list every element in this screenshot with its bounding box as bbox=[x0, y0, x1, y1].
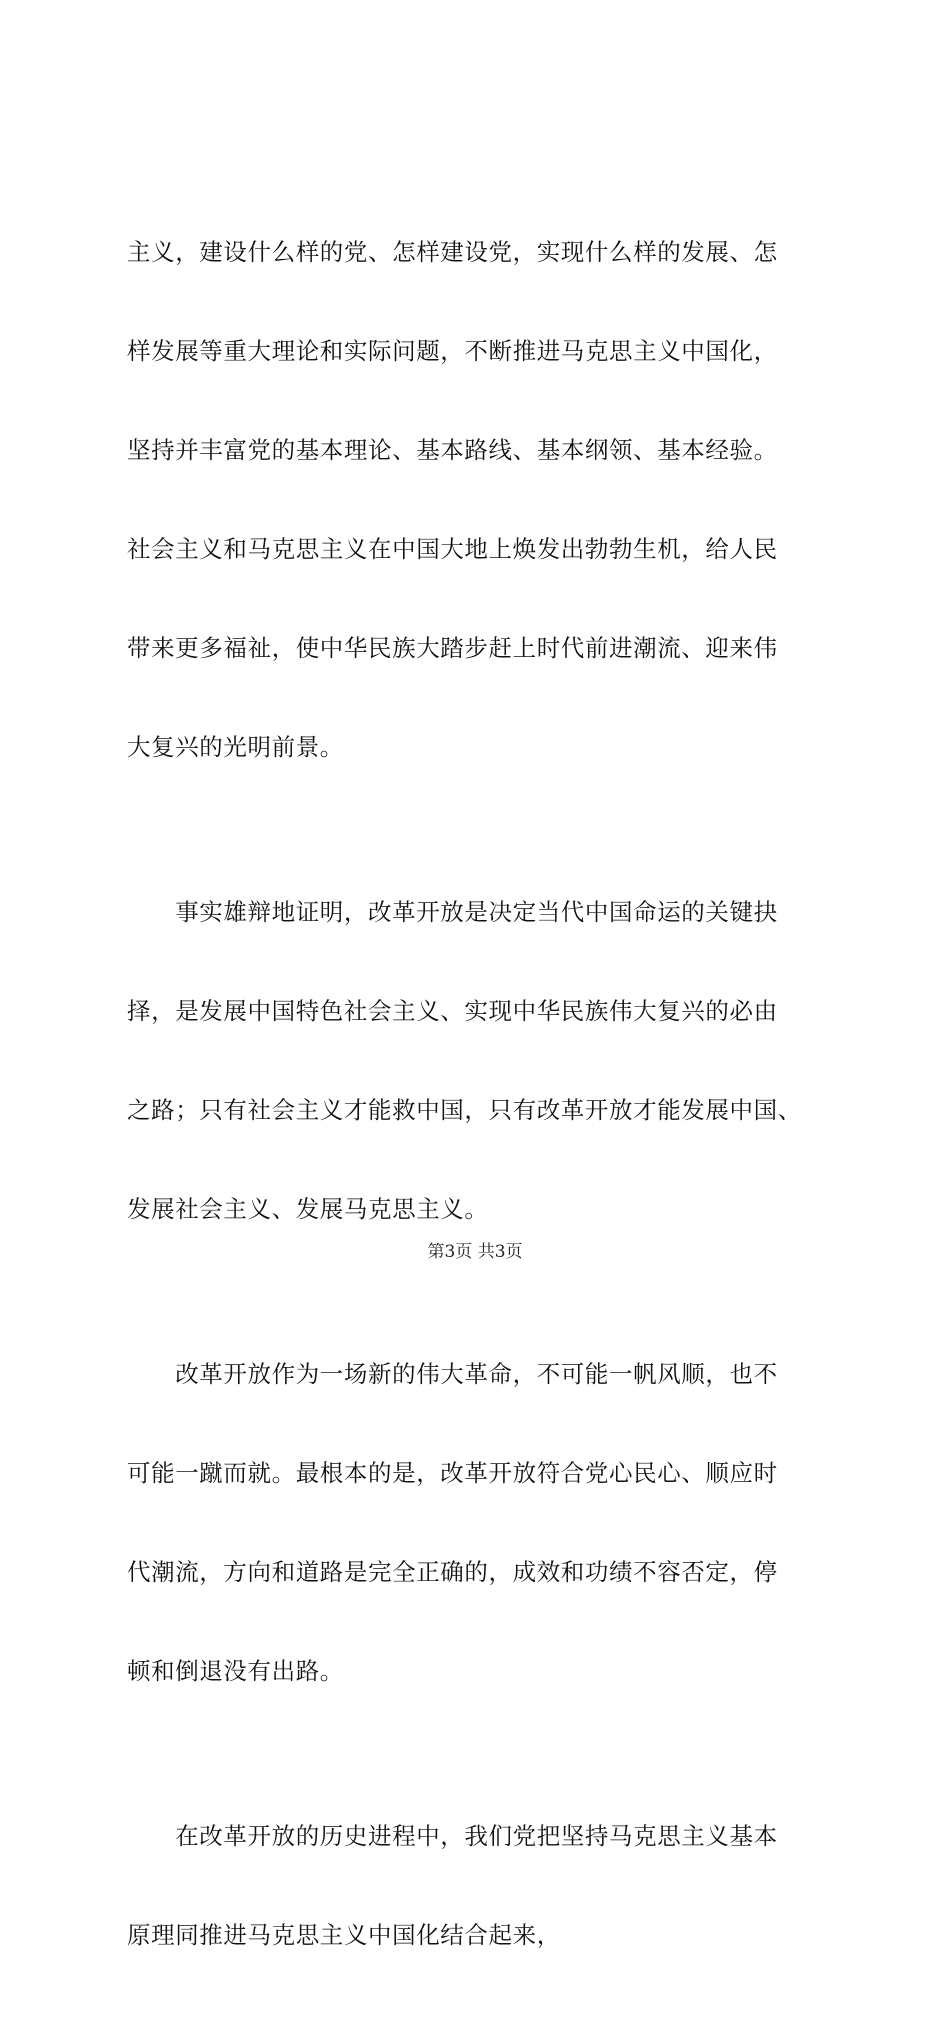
paragraph-2 bbox=[127, 830, 847, 1292]
text-line: 样发展等重大理论和实际问题，不断推进马克思主义中国化， bbox=[127, 337, 778, 365]
text-line: 坚持并丰富党的基本理论、基本路线、基本纲领、基本经验。 bbox=[127, 436, 778, 464]
text-line: 大复兴的光明前景。 bbox=[127, 733, 344, 761]
text-line: 原理同推进马克思主义中国化结合起来， bbox=[127, 1921, 561, 1949]
text-line: 主义，建设什么样的党、怎样建设党，实现什么样的发展、怎 bbox=[127, 238, 778, 266]
text-line: 带来更多福祉，使中华民族大踏步赶上时代前进潮流、迎来伟 bbox=[127, 634, 778, 662]
text-line: 之路；只有社会主义才能救中国，只有改革开放才能发展中国、 bbox=[127, 1096, 802, 1124]
text-line: 发展社会主义、发展马克思主义。 bbox=[127, 1195, 489, 1223]
paragraph-4 bbox=[127, 1754, 847, 2018]
paragraph-1 bbox=[127, 170, 847, 830]
text-line: 改革开放作为一场新的伟大革命，不可能一帆风顺，也不 bbox=[127, 1360, 778, 1388]
document-body bbox=[127, 170, 847, 2018]
paragraph-3 bbox=[127, 1292, 847, 1754]
text-line: 事实雄辩地证明，改革开放是决定当代中国命运的关键抉 bbox=[127, 898, 778, 926]
text-line: 社会主义和马克思主义在中国大地上焕发出勃勃生机，给人民 bbox=[127, 535, 778, 563]
text-line: 择，是发展中国特色社会主义、实现中华民族伟大复兴的必由 bbox=[127, 997, 778, 1025]
text-line: 在改革开放的历史进程中，我们党把坚持马克思主义基本 bbox=[127, 1822, 778, 1850]
text-line: 代潮流，方向和道路是完全正确的，成效和功绩不容否定，停 bbox=[127, 1558, 778, 1586]
page-number-footer: 第3页 共3页 bbox=[427, 1242, 523, 1262]
text-line: 顿和倒退没有出路。 bbox=[127, 1657, 344, 1685]
text-line: 可能一蹴而就。最根本的是，改革开放符合党心民心、顺应时 bbox=[127, 1459, 778, 1487]
